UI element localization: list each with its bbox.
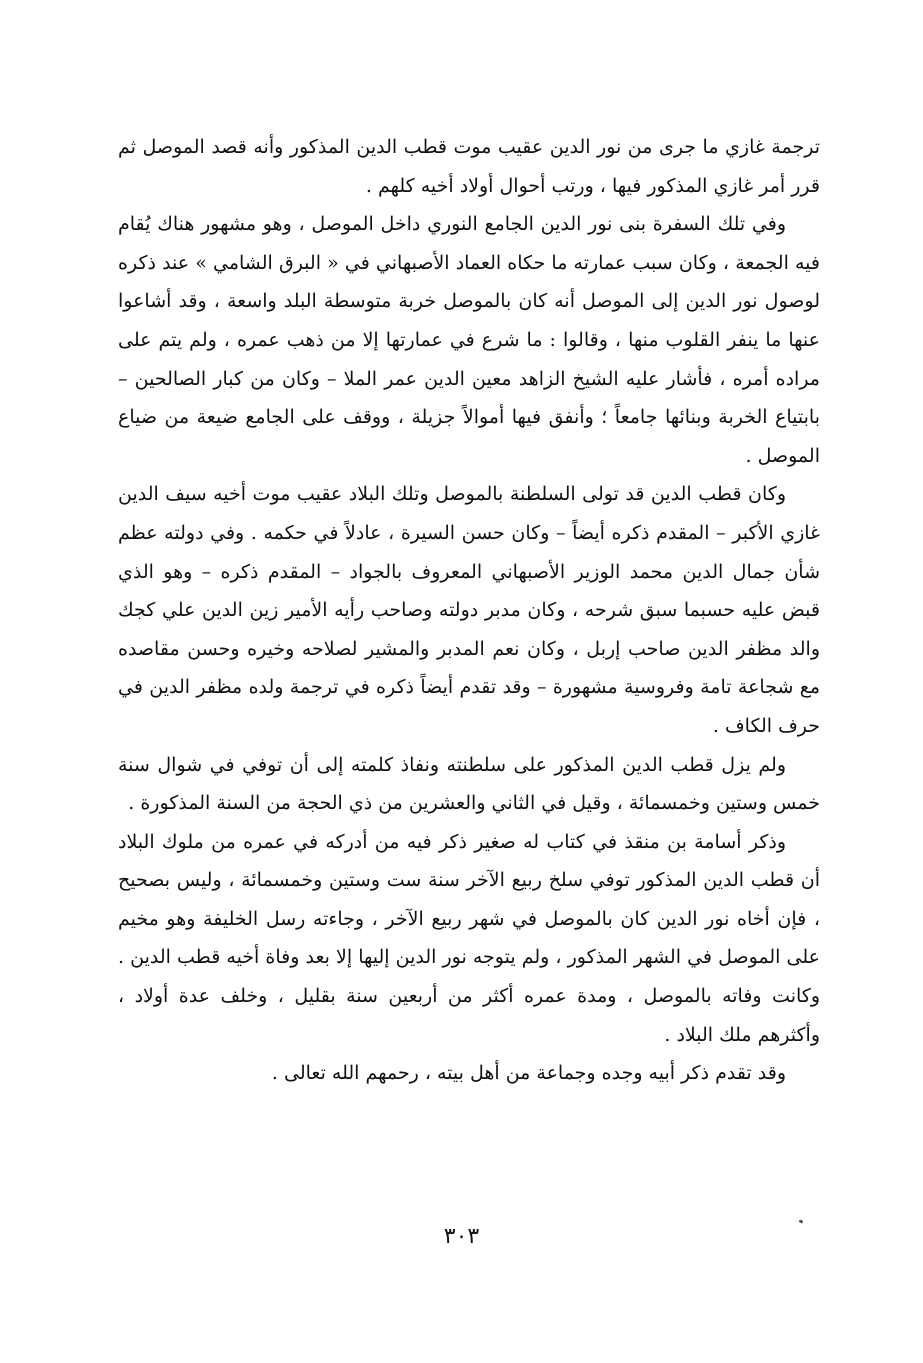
paragraph-2: وفي تلك السفرة بنى نور الدين الجامع النوري داخل الموصل ، وهو مشهور هناك يُقام فيه الجمعة ، وكان سبب عمارته ما حكاه العماد الأصبهاني في « البرق الشامي » عند ذكره لوصول نور الدين إلى الموصل أنه كان بالموصل خربة متوسطة البلد واسعة ، وقد أشاعوا عنها ما ينفر القلوب منها ، وقالوا : ما شرع في عمارتها إلا من ذهب عمره ، ولم يتم على مراده أمره ، فأشار عليه الشيخ الزاهد معين الدين عمر الملا – وكان من كبار الصالحين – بابتياع الخربة وبنائها جامعاً ؛ وأنفق فيها أموالاً جزيلة ، ووقف على الجامع ضيعة من ضياع الموصل . <box>118 213 820 467</box>
paragraph-3: وكان قطب الدين قد تولى السلطنة بالموصل وتلك البلاد عقيب موت أخيه سيف الدين غازي الأكبر – المقدم ذكره أيضاً – وكان حسن السيرة ، عادلاً في حكمه . وفي دولته عظم شأن جمال الدين محمد الوزير الأصبهاني المعروف بالجواد – المقدم ذكره – وهو الذي قبض عليه حسبما سبق شرحه ، وكان مدبر دولته وصاحب رأيه الأمير زين الدين علي كجك والد مظفر الدين صاحب إربل ، وكان نعم المدبر والمشير لصلاحه وخيره وحسن مقاصده مع شجاعة تامة وفروسية مشهورة – وقد تقدم أيضاً ذكره في ترجمة ولده مظفر الدين في حرف الكاف . <box>118 483 820 737</box>
paragraph-4: ولم يزل قطب الدين المذكور على سلطنته ونفاذ كلمته إلى أن توفي في شوال سنة خمس وستين وخمسمائة ، وقيل في الثاني والعشرين من ذي الحجة من السنة المذكورة . <box>118 753 820 815</box>
paragraph-5: وذكر أسامة بن منقذ في كتاب له صغير ذكر فيه من أدركه في عمره من ملوك البلاد أن قطب الدين المذكور توفي سلخ ربيع الآخر سنة ست وستين وخمسمائة ، وليس بصحيح ، فإن أخاه نور الدين كان بالموصل في شهر ربيع الآخر ، وجاءته رسل الخليفة وهو مخيم على الموصل في الشهر المذكور ، ولم يتوجه نور الدين إليها إلا بعد وفاة أخيه قطب الدين . وكانت وفاته بالموصل ، ومدة عمره أكثر من أربعين سنة بقليل ، وخلف عدة أولاد ، وأكثرهم ملك البلاد . <box>118 830 820 1046</box>
paragraph-6: وقد تقدم ذكر أبيه وجده وجماعة من أهل بيته ، رحمهم الله تعالى . <box>271 1062 786 1085</box>
paragraph-1: ترجمة غازي ما جرى من نور الدين عقيب موت قطب الدين المذكور وأنه قصد الموصل ثم قرر أمر غازي المذكور فيها ، ورتب أحوال أولاد أخيه كلهم . <box>118 136 820 197</box>
body-text <box>118 128 820 1093</box>
page-number: ٣٠٣ <box>443 1224 480 1249</box>
